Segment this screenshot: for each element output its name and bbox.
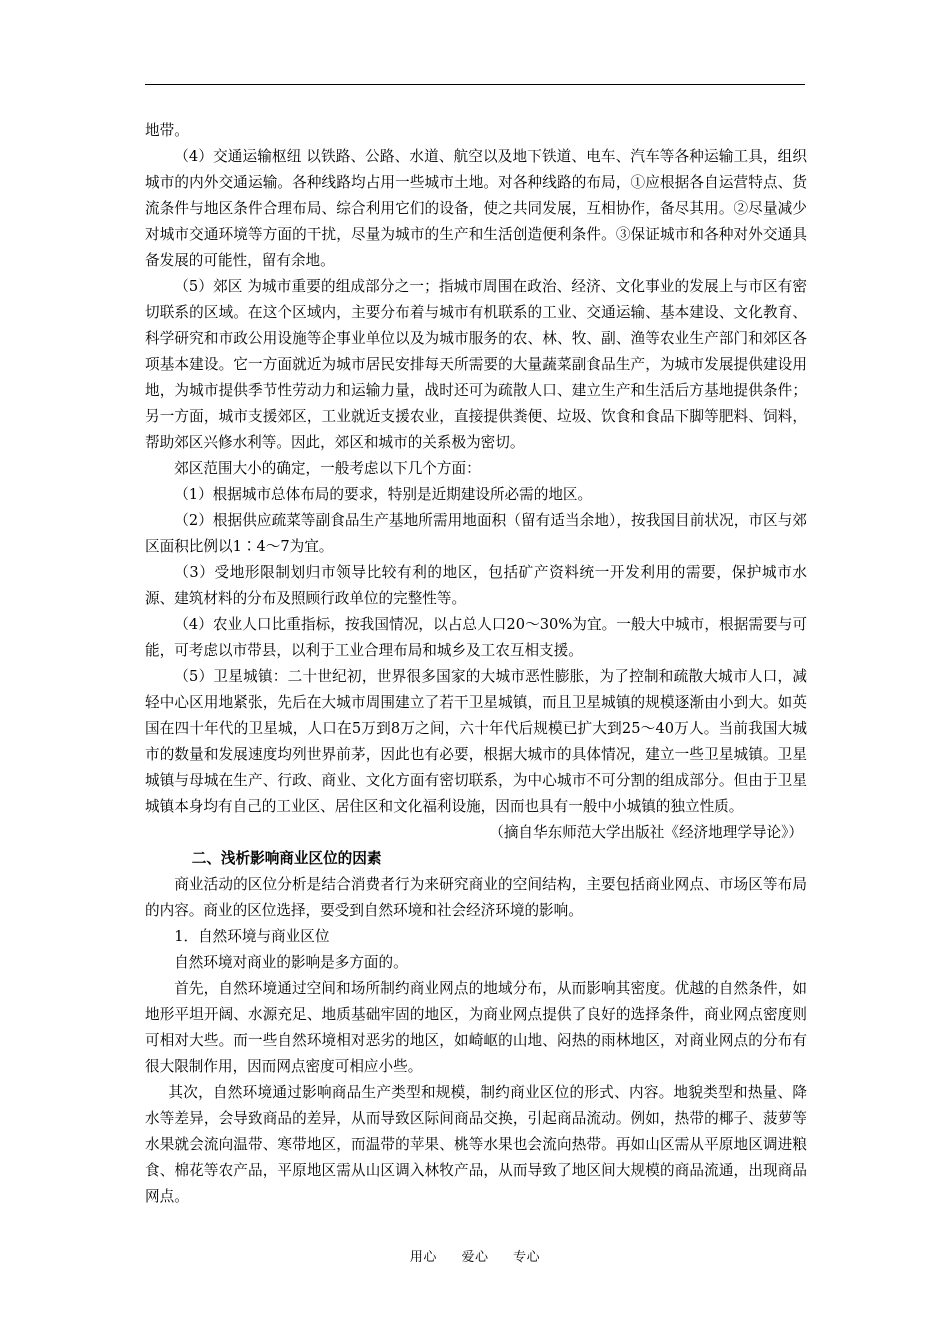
paragraph: （5）郊区 为城市重要的组成部分之一；指城市周围在政治、经济、文化事业的发展上与市区有密切联系的区域。在这个区域内，主要分布着与城市有机联系的工业、交通运输、基本建设、文化教育、科学研究和市政公用设施等企事业单位以及为城市服务的农、林、牧、副、渔等农业生产部门和郊区各项基本建设。它一方面就近为城市居民安排每天所需要的大量蔬菜副食品生产，为城市发展提供建设用地，为城市提供季节性劳动力和运输力量，战时还可为疏散人口、建立生产和生活后方基地提供条件；另一方面，城市支援郊区，工业就近支援农业，直接提供粪便、垃圾、饮食和食品下脚等肥料、饲料，帮助郊区兴修水利等。因此，郊区和城市的关系极为密切。	[145, 278, 807, 451]
page-footer	[0, 1246, 950, 1265]
footer-text: 用心	[409, 1250, 437, 1265]
paragraph: 郊区范围大小的确定，一般考虑以下几个方面：	[174, 460, 481, 477]
paragraph: 地带。	[145, 122, 189, 139]
subheading: 1．自然环境与商业区位	[174, 928, 330, 945]
paragraph: 首先，自然环境通过空间和场所制约商业网点的地域分布，从而影响其密度。优越的自然条件，如地形平坦开阔、水源充足、地质基础牢固的地区，为商业网点提供了良好的选择条件，商业网点密度则可相对大些。而一些自然环境相对恶劣的地区，如崎岖的山地、闷热的雨林地区，对商业网点的分布有很大限制作用，因而网点密度可相应小些。	[145, 980, 807, 1075]
source-citation: （摘自华东师范大学出版社《经济地理学导论》）	[489, 824, 803, 841]
document-body	[145, 118, 807, 1210]
header-rule	[145, 84, 805, 85]
paragraph: 商业活动的区位分析是结合消费者行为来研究商业的空间结构，主要包括商业网点、市场区等布局的内容。商业的区位选择，要受到自然环境和社会经济环境的影响。	[145, 876, 807, 919]
paragraph: （5）卫星城镇：二十世纪初，世界很多国家的大城市恶性膨胀，为了控制和疏散大城市人口，减轻中心区用地紧张，先后在大城市周围建立了若干卫星城镇，而且卫星城镇的规模逐渐由小到大。如英国在四十年代的卫星城，人口在5万到8万之间，六十年代后规模已扩大到25～40万人。当前我国大城市的数量和发展速度均列世界前茅，因此也有必要，根据大城市的具体情况，建立一些卫星城镇。卫星城镇与母城在生产、行政、商业、文化方面有密切联系，为中心城市不可分割的组成部分。但由于卫星城镇本身均有自己的工业区、居住区和文化福利设施，因而也具有一般中小城镇的独立性质。	[145, 668, 807, 815]
paragraph: （4）交通运输枢纽 以铁路、公路、水道、航空以及地下铁道、电车、汽车等各种运输工具，组织城市的内外交通运输。各种线路均占用一些城市土地。对各种线路的布局，①应根据各自运营特点、货流条件与地区条件合理布局、综合利用它们的设备，使之共同发展，互相协作，备尽其用。②尽量减少对城市交通环境等方面的干扰，尽量为城市的生产和生活创造便利条件。③保证城市和各种对外交通具备发展的可能性，留有余地。	[145, 148, 807, 269]
paragraph: （1）根据城市总体布局的要求，特别是近期建设所必需的地区。	[174, 486, 593, 503]
footer-text: 爱心	[461, 1250, 489, 1265]
paragraph: 自然环境对商业的影响是多方面的。	[174, 954, 408, 971]
footer-text: 专心	[513, 1250, 541, 1265]
paragraph: 其次，自然环境通过影响商品生产类型和规模，制约商业区位的形式、内容。地貌类型和热量、降水等差异，会导致商品的差异，从而导致区际间商品交换，引起商品流动。例如，热带的椰子、菠萝等水果就会流向温带、寒带地区，而温带的苹果、桃等水果也会流向热带。再如山区需从平原地区调进粮食、棉花等农产品，平原地区需从山区调入林牧产品，从而导致了地区间大规模的商品流通，出现商品网点。	[145, 1084, 807, 1205]
paragraph: （3）受地形限制划归市领导比较有利的地区，包括矿产资料统一开发利用的需要，保护城市水源、建筑材料的分布及照顾行政单位的完整性等。	[145, 564, 807, 607]
paragraph: （2）根据供应疏菜等副食品生产基地所需用地面积（留有适当余地），按我国目前状况，市区与郊区面积比例以1∶4～7为宜。	[145, 512, 807, 555]
paragraph: （4）农业人口比重指标，按我国情况，以占总人口20～30%为宜。一般大中城市，根据需要与可能，可考虑以市带县，以利于工业合理布局和城乡及工农互相支援。	[145, 616, 807, 659]
section-heading: 二、浅析影响商业区位的因素	[191, 850, 382, 867]
